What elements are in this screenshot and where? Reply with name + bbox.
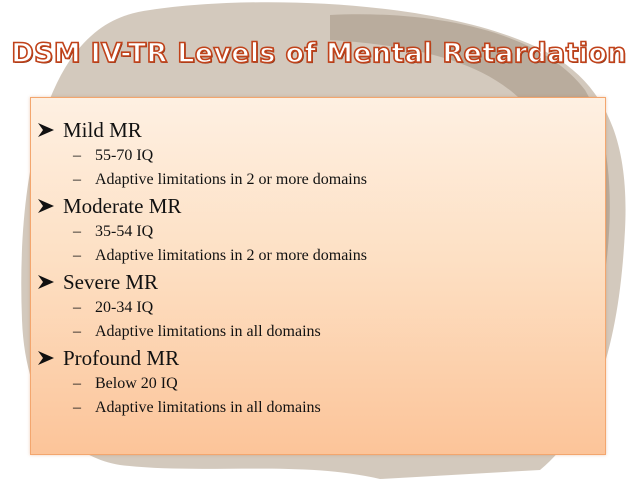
bullet-row <box>35 192 605 220</box>
dash-bullet: – <box>73 399 81 416</box>
sub-bullet-row <box>73 168 605 192</box>
bullet-row <box>35 268 605 296</box>
level-label: Moderate MR <box>63 193 182 218</box>
arrowhead-icon <box>35 121 57 139</box>
sub-bullet-row <box>73 296 605 320</box>
sub-item-text: 20-34 IQ <box>95 299 154 316</box>
sub-bullet-row <box>73 220 605 244</box>
sub-item-text: Adaptive limitations in all domains <box>95 323 321 340</box>
sub-item-text: 55-70 IQ <box>95 147 154 164</box>
list-item-moderate <box>35 192 605 268</box>
sub-item-text: Adaptive limitations in 2 or more domains <box>95 171 367 188</box>
bullet-row <box>35 116 605 144</box>
list-item-mild <box>35 116 605 192</box>
dash-bullet: – <box>73 171 81 188</box>
arrowhead-icon <box>35 197 57 215</box>
level-label: Severe MR <box>63 269 159 294</box>
content-panel <box>30 97 606 455</box>
slide-title: DSM IV-TR Levels of Mental Retardation <box>11 38 627 69</box>
sub-item-text: Adaptive limitations in all domains <box>95 399 321 416</box>
dash-bullet: – <box>73 299 81 316</box>
sub-bullet-row <box>73 244 605 268</box>
sub-bullet-row <box>73 144 605 168</box>
sub-bullet-row <box>73 372 605 396</box>
sub-bullet-row <box>73 320 605 344</box>
list-item-severe <box>35 268 605 344</box>
list-item-profound <box>35 344 605 420</box>
dash-bullet: – <box>73 247 81 264</box>
arrowhead-icon <box>35 273 57 291</box>
sub-item-text: Adaptive limitations in 2 or more domains <box>95 247 367 264</box>
dash-bullet: – <box>73 323 81 340</box>
arrowhead-icon <box>35 349 57 367</box>
dash-bullet: – <box>73 375 81 392</box>
bullet-row <box>35 344 605 372</box>
level-label: Mild MR <box>63 117 142 142</box>
sub-item-text: Below 20 IQ <box>95 375 178 392</box>
dash-bullet: – <box>73 223 81 240</box>
level-label: Profound MR <box>63 345 180 370</box>
sub-bullet-row <box>73 396 605 420</box>
sub-item-text: 35-54 IQ <box>95 223 154 240</box>
dash-bullet: – <box>73 147 81 164</box>
